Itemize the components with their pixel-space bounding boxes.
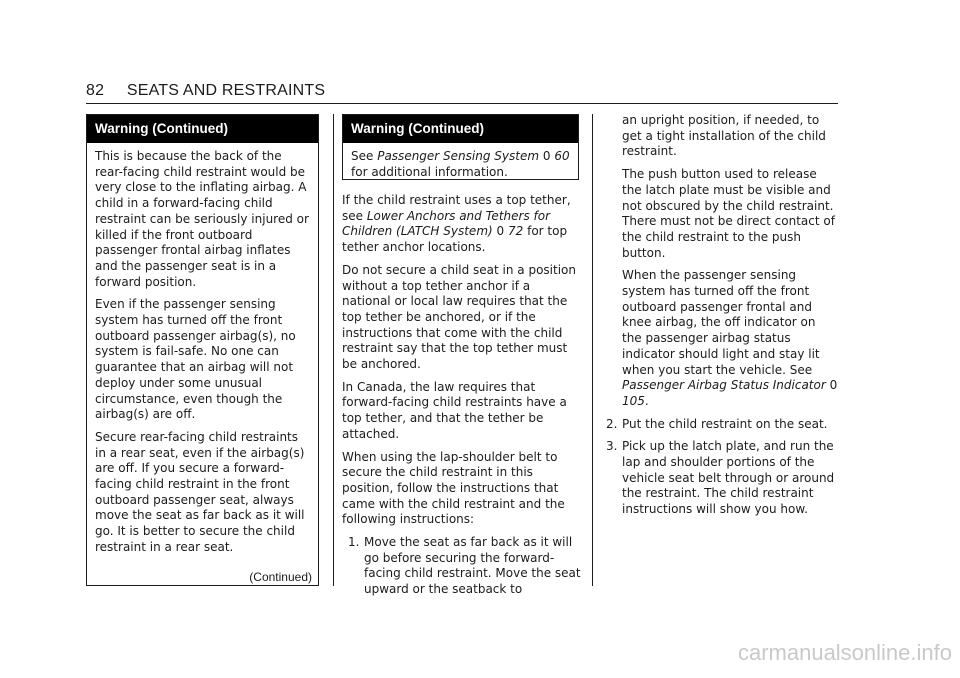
- step-list: [606, 417, 838, 518]
- cross-reference-link[interactable]: Lower Anchors and Tethers for Children (LATCH System): [342, 208, 551, 239]
- step-number: 3.: [606, 439, 618, 454]
- list-item: [348, 535, 582, 598]
- warning-title: Warning (Continued): [343, 115, 578, 143]
- warning-paragraph: Secure rear-facing child restraints in a rear seat, even if the airbag(s) are off. If you secure a forward-facing child restraint in the front outboard passenger seat, always move the seat as far back as it will go. It is better to secure the child restraint in a rear seat.: [95, 429, 305, 554]
- warning-paragraph: Even if the passenger sensing system has turned off the front outboard passenger airbag(s), no system is fail-safe. No one can guarantee that an airbag will not deploy under some unusual circumstance, even though the airbag(s) are off.: [95, 297, 296, 422]
- continued-label: (Continued): [249, 570, 312, 584]
- page-number: 82: [86, 82, 105, 99]
- see-text: See: [351, 149, 374, 163]
- paragraph: When using the lap-shoulder belt to secure the child restraint in this position, follow the instructions that came with the child restraint and the following instructions:: [342, 449, 565, 527]
- page-header: [86, 82, 325, 100]
- column-divider: [333, 114, 334, 586]
- list-item: [606, 439, 838, 518]
- header-rule: [86, 103, 838, 104]
- page-ref-number[interactable]: 60: [554, 149, 570, 163]
- step-text: Pick up the latch plate, and run the lap and shoulder portions of the vehicle seat belt through or around the restraint. The child restraint instructions will show you how.: [622, 439, 835, 517]
- step-list: [342, 535, 582, 598]
- right-column: [606, 113, 838, 525]
- paragraph: The push button used to release the latch plate must be visible and not obscured by the child restraint. There must not be direct contact of the child restraint to the push button.: [622, 167, 835, 260]
- list-item: [606, 417, 838, 433]
- step-text: Move the seat as far back as it will go before securing the forward-facing child restraint. Move the seat upward or the seatback to: [364, 535, 581, 597]
- page-ref-icon: 0: [829, 378, 838, 393]
- warning-tail: for additional information.: [351, 164, 508, 179]
- warning-title: Warning (Continued): [87, 115, 318, 143]
- column-divider: [592, 114, 593, 586]
- cross-reference-link[interactable]: Passenger Airbag Status Indicator: [622, 378, 826, 393]
- page-ref-number[interactable]: 72: [507, 224, 524, 239]
- paragraph: Do not secure a child seat in a position without a top tether anchor if a national or local law requires that the top tether be anchored, or if the instructions that come with the child restraint say that the top tether must be anchored.: [342, 262, 576, 372]
- page-ref-icon: 0: [496, 224, 505, 239]
- cross-reference-link[interactable]: Passenger Sensing System: [377, 149, 540, 163]
- warning-body: [87, 143, 318, 556]
- paragraph: an upright position, if needed, to get a tight installation of the child restraint.: [622, 113, 826, 159]
- warning-paragraph: This is because the back of the rear-facing child restraint would be very close to the inflating airbag. A child in a forward-facing child restraint can be seriously injured or killed if the front outboard passenger frontal airbag inflates and the passenger seat is in a forward position.: [95, 149, 309, 289]
- step-number: 2.: [606, 416, 618, 431]
- warning-body: [343, 143, 578, 180]
- middle-column: [342, 193, 582, 605]
- paragraph: If the child restraint uses a top tether, see Lower Anchors and Tethers for Children (LATCH System) 0 72 for top tether anchor locations.: [342, 193, 571, 255]
- step-number: 1.: [348, 535, 360, 550]
- page-ref-number[interactable]: 105: [622, 393, 645, 408]
- watermark: carmanualsonline.info: [737, 640, 952, 665]
- left-warning-box: [86, 114, 319, 586]
- section-title: SEATS AND RESTRAINTS: [126, 82, 326, 99]
- page-ref-icon: 0: [542, 149, 551, 163]
- paragraph: In Canada, the law requires that forward-facing child restraints have a top tether, and that the tether be attached.: [342, 379, 567, 441]
- paragraph: When the passenger sensing system has turned off the front outboard passenger frontal and knee airbag, the off indicator on the passenger airbag status indicator should light and stay lit when you start the vehicle. See Passenger Airbag Status Indicator 0 105.: [622, 268, 838, 408]
- middle-warning-box: [342, 114, 579, 180]
- step-text: Put the child restraint on the seat.: [622, 416, 828, 431]
